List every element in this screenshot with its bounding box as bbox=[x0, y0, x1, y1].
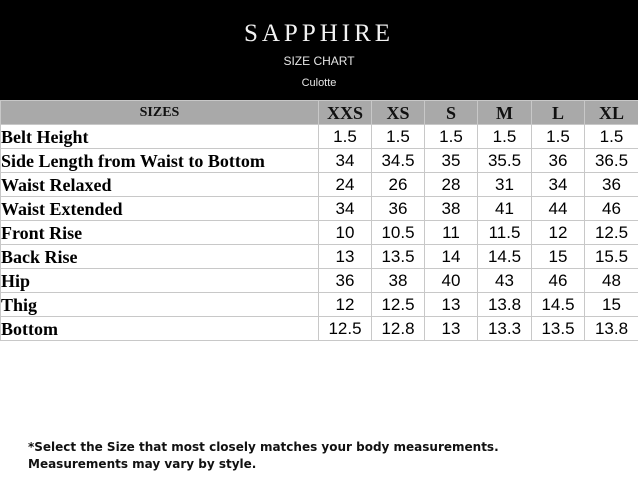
measurement-value: 1.5 bbox=[425, 125, 478, 149]
measurement-value: 48 bbox=[585, 269, 638, 293]
measurement-value: 14.5 bbox=[478, 245, 532, 269]
measurement-value: 36.5 bbox=[585, 149, 638, 173]
table-header-row bbox=[1, 101, 638, 125]
measurement-label: Thig bbox=[1, 293, 319, 317]
measurement-value: 40 bbox=[425, 269, 478, 293]
footnote-line: Measurements may vary by style. bbox=[28, 457, 257, 471]
measurement-value: 38 bbox=[372, 269, 425, 293]
measurement-value: 44 bbox=[532, 197, 585, 221]
measurement-label: Waist Relaxed bbox=[1, 173, 319, 197]
page-subtitle: SIZE CHART bbox=[283, 54, 355, 68]
size-header-cell: M bbox=[478, 101, 532, 125]
measurement-value: 13.5 bbox=[532, 317, 585, 341]
measurement-value: 1.5 bbox=[585, 125, 638, 149]
measurement-value: 34.5 bbox=[372, 149, 425, 173]
measurement-label: Waist Extended bbox=[1, 197, 319, 221]
product-name: Culotte bbox=[301, 77, 337, 89]
measurement-value: 13.5 bbox=[372, 245, 425, 269]
size-header-cell: L bbox=[532, 101, 585, 125]
measurement-value: 34 bbox=[532, 173, 585, 197]
size-header-cell: XXS bbox=[319, 101, 372, 125]
measurement-label: Belt Height bbox=[1, 125, 319, 149]
table-row bbox=[1, 221, 638, 245]
size-header-cell: XS bbox=[372, 101, 425, 125]
measurement-value: 26 bbox=[372, 173, 425, 197]
measurement-value: 12 bbox=[532, 221, 585, 245]
measurement-value: 10 bbox=[319, 221, 372, 245]
measurement-value: 35 bbox=[425, 149, 478, 173]
measurement-value: 13 bbox=[425, 317, 478, 341]
measurement-label: Front Rise bbox=[1, 221, 319, 245]
measurement-value: 13.3 bbox=[478, 317, 532, 341]
measurement-value: 43 bbox=[478, 269, 532, 293]
table-row bbox=[1, 125, 638, 149]
measurement-value: 15.5 bbox=[585, 245, 638, 269]
measurement-value: 34 bbox=[319, 197, 372, 221]
header-banner bbox=[0, 0, 638, 100]
measurement-value: 14 bbox=[425, 245, 478, 269]
measurement-value: 41 bbox=[478, 197, 532, 221]
table-row bbox=[1, 269, 638, 293]
measurement-value: 36 bbox=[319, 269, 372, 293]
brand-logo-text: SAPPHIRE bbox=[243, 20, 395, 47]
measurement-value: 13 bbox=[425, 293, 478, 317]
measurement-value: 28 bbox=[425, 173, 478, 197]
measurement-value: 1.5 bbox=[532, 125, 585, 149]
measurement-value: 13.8 bbox=[585, 317, 638, 341]
measurement-value: 1.5 bbox=[319, 125, 372, 149]
measurement-value: 38 bbox=[425, 197, 478, 221]
measurement-value: 12.8 bbox=[372, 317, 425, 341]
measurement-value: 1.5 bbox=[478, 125, 532, 149]
table-row bbox=[1, 293, 638, 317]
size-header-cell: XL bbox=[585, 101, 638, 125]
measurement-value: 46 bbox=[532, 269, 585, 293]
footnote-line: *Select the Size that most closely matches your body measurements. bbox=[28, 440, 499, 454]
measurement-value: 15 bbox=[532, 245, 585, 269]
measurement-value: 11 bbox=[425, 221, 478, 245]
measurement-value: 35.5 bbox=[478, 149, 532, 173]
size-chart-table bbox=[0, 100, 638, 341]
measurement-value: 12 bbox=[319, 293, 372, 317]
measurement-value: 1.5 bbox=[372, 125, 425, 149]
table-row bbox=[1, 149, 638, 173]
measurement-value: 46 bbox=[585, 197, 638, 221]
footnote bbox=[28, 439, 499, 473]
measurement-value: 36 bbox=[585, 173, 638, 197]
measurement-label: Bottom bbox=[1, 317, 319, 341]
sizes-header-cell: SIZES bbox=[1, 101, 319, 125]
size-header-cell: S bbox=[425, 101, 478, 125]
measurement-label: Side Length from Waist to Bottom bbox=[1, 149, 319, 173]
measurement-label: Back Rise bbox=[1, 245, 319, 269]
table-row bbox=[1, 173, 638, 197]
measurement-value: 14.5 bbox=[532, 293, 585, 317]
table-row bbox=[1, 245, 638, 269]
table-row bbox=[1, 317, 638, 341]
measurement-value: 31 bbox=[478, 173, 532, 197]
measurement-value: 12.5 bbox=[585, 221, 638, 245]
measurement-value: 36 bbox=[372, 197, 425, 221]
measurement-value: 24 bbox=[319, 173, 372, 197]
measurement-value: 36 bbox=[532, 149, 585, 173]
measurement-value: 13 bbox=[319, 245, 372, 269]
measurement-value: 12.5 bbox=[372, 293, 425, 317]
measurement-value: 12.5 bbox=[319, 317, 372, 341]
measurement-value: 13.8 bbox=[478, 293, 532, 317]
measurement-value: 10.5 bbox=[372, 221, 425, 245]
table-row bbox=[1, 197, 638, 221]
measurement-value: 11.5 bbox=[478, 221, 532, 245]
measurement-label: Hip bbox=[1, 269, 319, 293]
measurement-value: 34 bbox=[319, 149, 372, 173]
measurement-value: 15 bbox=[585, 293, 638, 317]
